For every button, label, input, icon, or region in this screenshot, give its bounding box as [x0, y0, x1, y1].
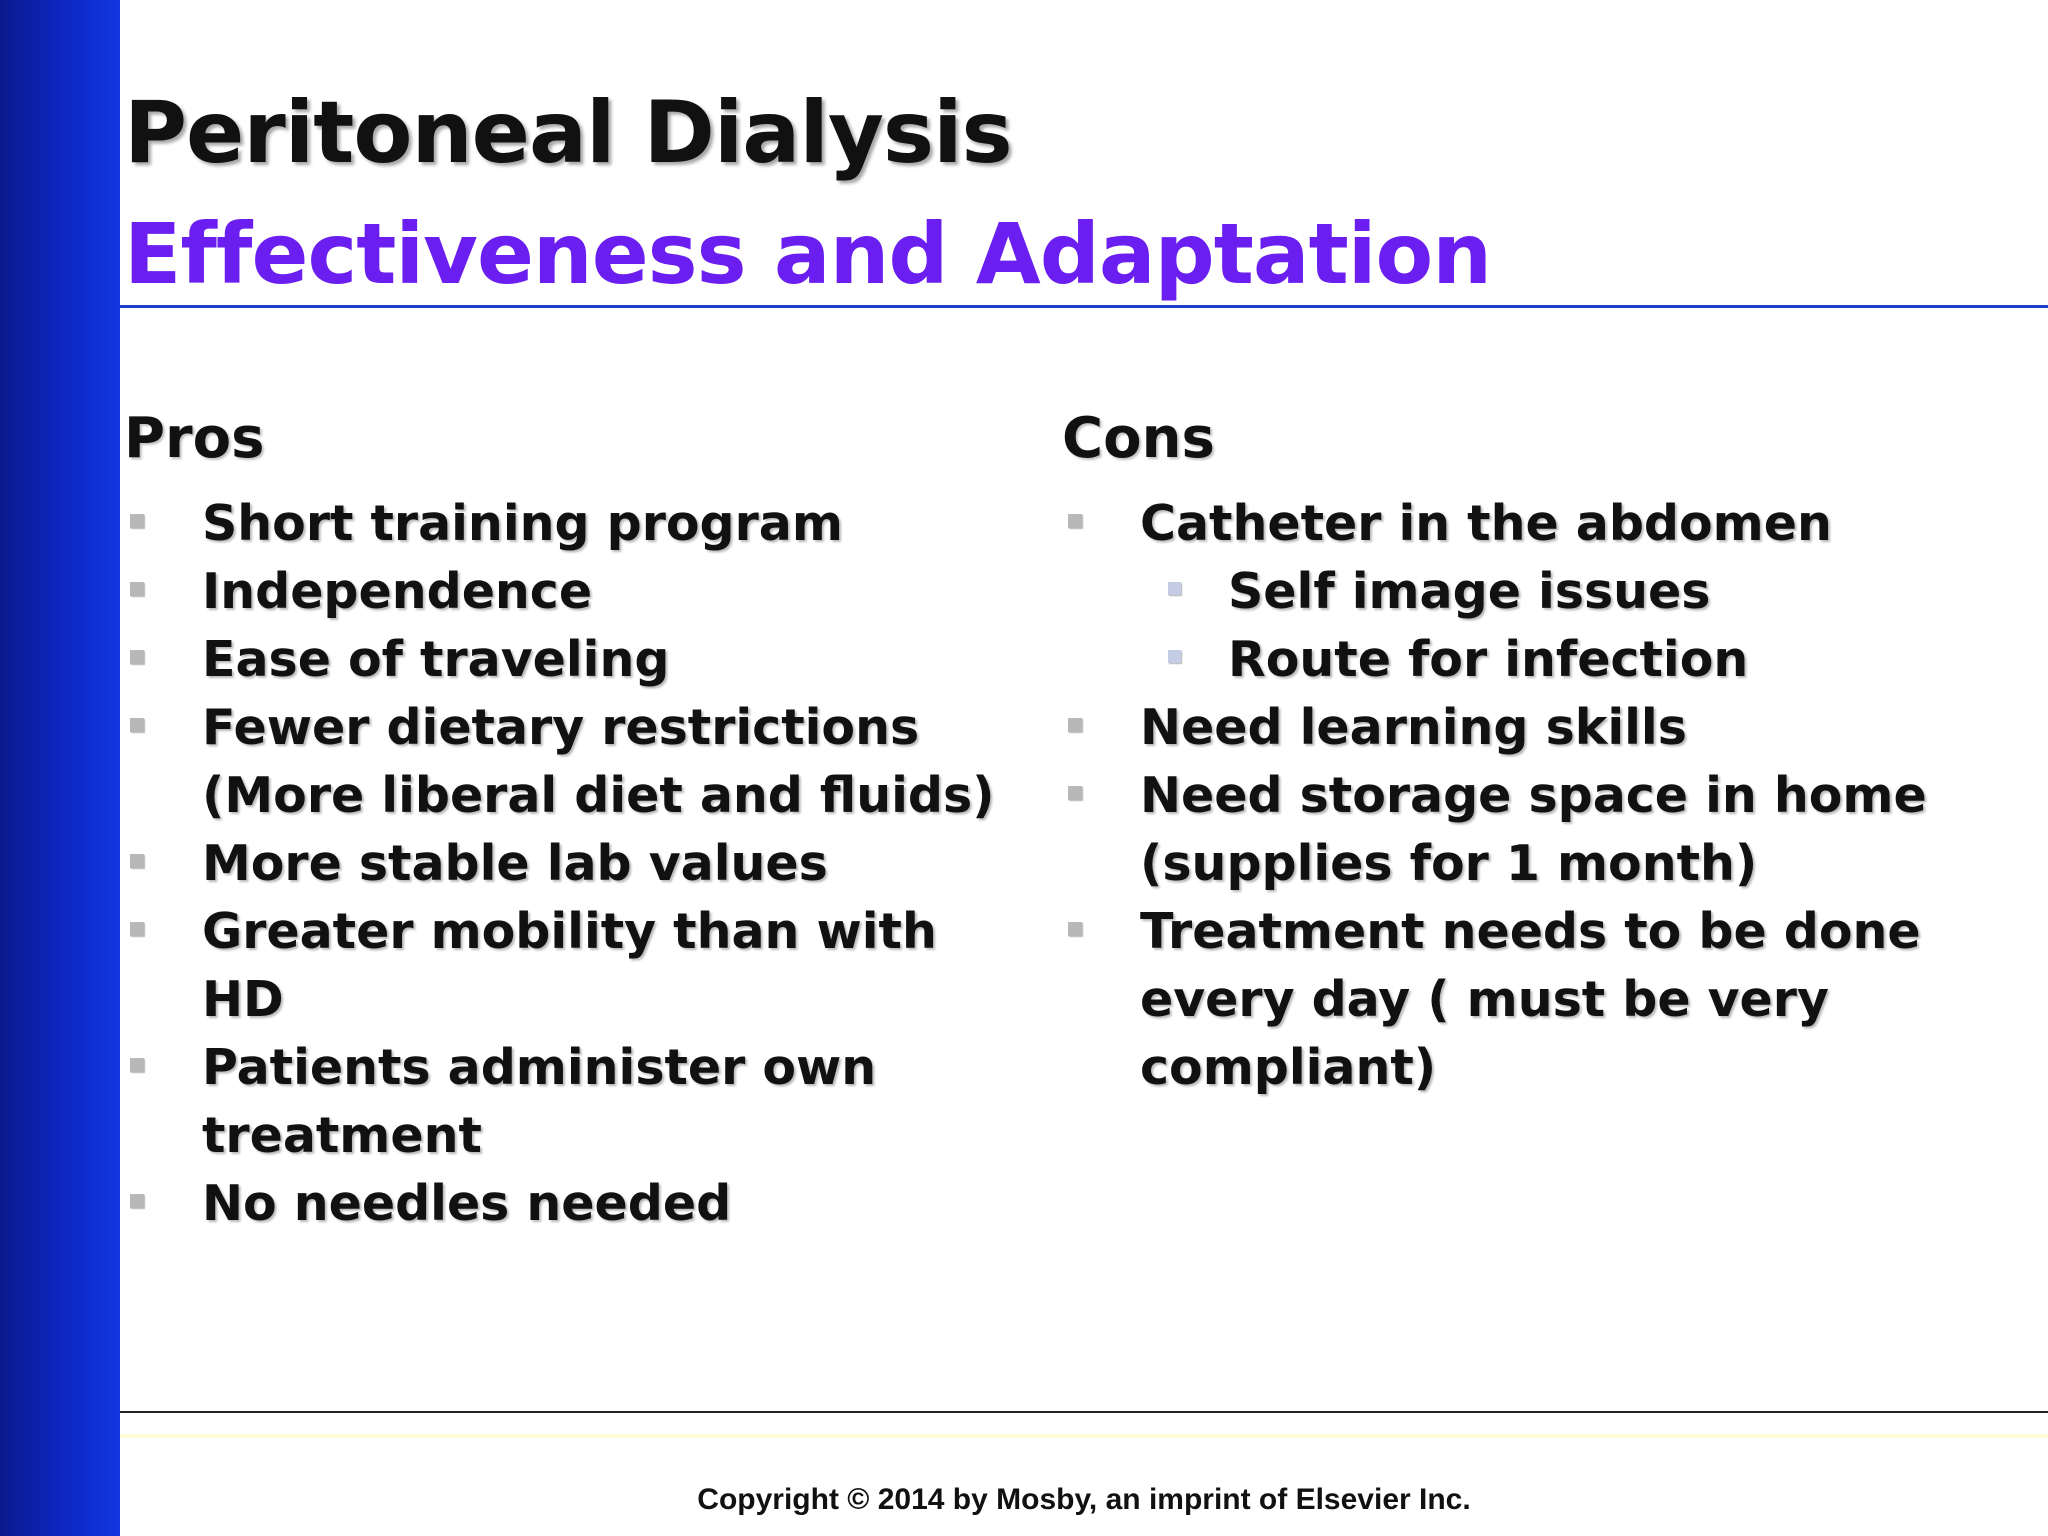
square-bullet-icon: [130, 718, 144, 732]
list-item: [124, 694, 1024, 830]
square-bullet-icon: [1068, 786, 1082, 800]
list-item-text: Ease of traveling: [202, 631, 670, 688]
list-item: [124, 626, 1024, 694]
list-item-text: Route for infection: [1228, 631, 1749, 688]
cons-list: [1062, 490, 2012, 1102]
list-item-text: Patients administer own treatment: [202, 1039, 877, 1164]
list-item-text: No needles needed: [202, 1175, 732, 1232]
footer-band: [120, 1434, 2048, 1438]
list-item: [1062, 490, 2012, 558]
square-bullet-icon: [130, 650, 144, 664]
pros-column: [124, 400, 1024, 1238]
square-bullet-icon: [130, 582, 144, 596]
slide-title: Peritoneal Dialysis: [124, 83, 1012, 183]
square-bullet-icon: [130, 1194, 144, 1208]
list-item-text: Treatment needs to be done every day ( must be very compliant): [1140, 903, 1921, 1096]
square-bullet-icon: [130, 514, 144, 528]
list-item: [1062, 898, 2012, 1102]
list-item: [124, 830, 1024, 898]
square-bullet-icon: [1068, 718, 1082, 732]
list-item-text: Catheter in the abdomen: [1140, 495, 1832, 552]
list-item: [1062, 762, 2012, 898]
list-item-text: Independence: [202, 563, 593, 620]
pros-heading: Pros: [124, 406, 265, 471]
list-item: [124, 490, 1024, 558]
list-item-text: Fewer dietary restrictions (More liberal diet and fluids): [202, 699, 995, 824]
square-bullet-icon: [130, 1058, 144, 1072]
sub-bullet-icon: [1168, 650, 1181, 663]
left-sidebar-band: [0, 0, 120, 1536]
copyright-notice: Copyright © 2014 by Mosby, an imprint of Elsevier Inc.: [697, 1483, 1471, 1516]
list-item: [124, 1170, 1024, 1238]
sub-bullet-icon: [1168, 582, 1181, 595]
sub-list-item: [1062, 558, 2012, 626]
slide-subtitle: Effectiveness and Adaptation: [124, 205, 1492, 303]
title-divider: [120, 305, 2048, 308]
list-item: [124, 898, 1024, 1034]
square-bullet-icon: [130, 854, 144, 868]
list-item: [124, 1034, 1024, 1170]
list-item-text: Need storage space in home (supplies for 1 month): [1140, 767, 1927, 892]
list-item: [124, 558, 1024, 626]
list-item-text: Self image issues: [1228, 563, 1711, 620]
pros-list: [124, 490, 1024, 1238]
sub-list-item: [1062, 626, 2012, 694]
square-bullet-icon: [1068, 922, 1082, 936]
list-item-text: Need learning skills: [1140, 699, 1687, 756]
list-item-text: Short training program: [202, 495, 843, 552]
list-item-text: More stable lab values: [202, 835, 828, 892]
square-bullet-icon: [130, 922, 144, 936]
list-item-text: Greater mobility than with HD: [202, 903, 937, 1028]
footer-divider: [120, 1411, 2048, 1413]
cons-column: [1062, 400, 2012, 1102]
square-bullet-icon: [1068, 514, 1082, 528]
cons-heading: Cons: [1062, 406, 1215, 471]
list-item: [1062, 694, 2012, 762]
